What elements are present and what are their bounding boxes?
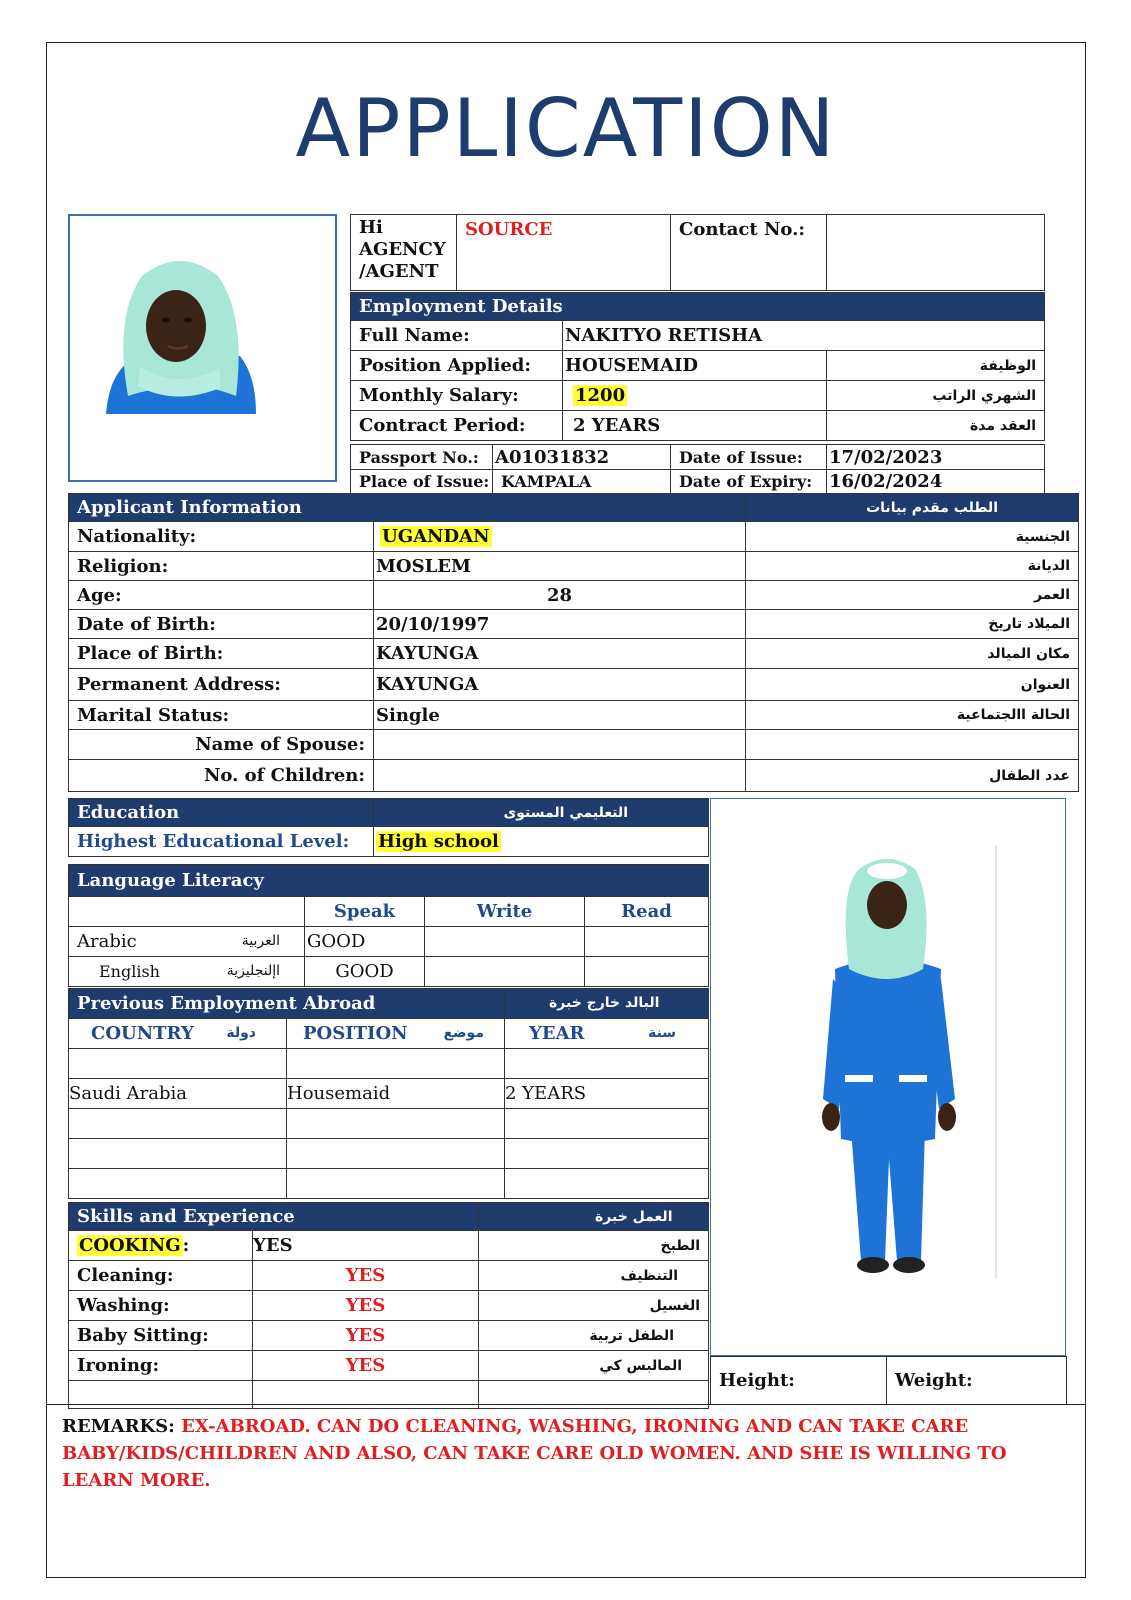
- prev-row-country: Saudi Arabia: [69, 1079, 287, 1109]
- dob-ar: الميلاد تاريخ: [746, 610, 1079, 639]
- contract-ar: العقد مدة: [827, 411, 1045, 441]
- skill-babysitting-value: YES: [253, 1321, 479, 1351]
- skill-ironing-value: YES: [253, 1351, 479, 1381]
- issue-date-value: 17/02/2023: [827, 445, 1045, 470]
- arabic-read: [585, 927, 709, 957]
- position-label: Position Applied:: [351, 351, 563, 381]
- passport-table: [350, 444, 1045, 494]
- english-speak: GOOD: [305, 957, 425, 987]
- religion-value: MOSLEM: [374, 552, 746, 581]
- lang-arabic-ar: العربية: [241, 933, 280, 949]
- prev-row-country: [69, 1049, 287, 1079]
- contact-label: Contact No.:: [671, 215, 827, 291]
- education-header: Education: [69, 799, 374, 827]
- marital-label: Marital Status:: [69, 701, 374, 730]
- prev-row-position: [287, 1169, 505, 1199]
- education-level-label: Highest Educational Level:: [69, 827, 374, 857]
- prev-row-year: [505, 1109, 709, 1139]
- skill-washing-label: Washing:: [69, 1291, 253, 1321]
- education-table: [68, 798, 709, 857]
- applicant-table: [68, 493, 1079, 792]
- remarks-label: REMARKS:: [62, 1416, 175, 1437]
- agency-source: SOURCE: [457, 215, 671, 291]
- portrait-photo: [68, 214, 337, 482]
- children-ar: عدد الطفال: [746, 760, 1079, 792]
- prev-row-year: [505, 1049, 709, 1079]
- religion-label: Religion:: [69, 552, 374, 581]
- lang-english: English: [99, 962, 160, 981]
- nationality-label: Nationality:: [69, 522, 374, 552]
- expiry-label: Date of Expiry:: [671, 470, 827, 494]
- dob-label: Date of Birth:: [69, 610, 374, 639]
- col-position: POSITION: [303, 1023, 408, 1044]
- children-value: [374, 760, 746, 792]
- full-name-label: Full Name:: [351, 321, 563, 351]
- contract-label: Contract Period:: [351, 411, 563, 441]
- language-corner: [69, 897, 305, 927]
- weight-label: Weight:: [887, 1357, 1067, 1405]
- skills-header: Skills and Experience: [77, 1206, 295, 1227]
- lang-english-ar: اإلنجليزية: [226, 963, 280, 979]
- prev-row-country: [69, 1139, 287, 1169]
- previous-header: Previous Employment Abroad: [77, 993, 376, 1014]
- remarks-box: [46, 1404, 1086, 1578]
- employment-header: Employment Details: [351, 293, 1045, 321]
- skill-cooking-value: YES: [253, 1231, 479, 1261]
- applicant-header: Applicant Information: [69, 494, 746, 522]
- age-label: Age:: [69, 581, 374, 610]
- applicant-header-ar: الطلب مقدم بيانات: [746, 494, 1079, 522]
- position-ar: الوظيفة: [827, 351, 1045, 381]
- prev-row-position: Housemaid: [287, 1079, 505, 1109]
- contact-value: [827, 215, 1045, 291]
- language-table: [68, 864, 709, 987]
- agency-label-line3: /AGENT: [359, 261, 439, 282]
- prev-row-year: [505, 1139, 709, 1169]
- passport-no-value: A01031832: [493, 445, 671, 470]
- place-issue-value: KAMPALA: [493, 470, 671, 494]
- arabic-write: [425, 927, 585, 957]
- nationality-ar: الجنسية: [746, 522, 1079, 552]
- contract-value: 2 YEARS: [563, 411, 827, 441]
- full-body-photo: [710, 798, 1066, 1356]
- prev-row-position: [287, 1109, 505, 1139]
- prev-row-position: [287, 1139, 505, 1169]
- passport-no-label: Passport No.:: [351, 445, 493, 470]
- children-label: No. of Children:: [69, 760, 374, 792]
- education-header-ar: التعليمي المستوى: [374, 799, 709, 827]
- education-level-value: High school: [378, 831, 499, 852]
- measurements-table: [710, 1356, 1067, 1405]
- marital-ar: الحالة االجتماعية: [746, 701, 1079, 730]
- full-name-value: NAKITYO RETISHA: [563, 321, 1045, 351]
- place-issue-label: Place of Issue:: [351, 470, 493, 494]
- age-ar: العمر: [746, 581, 1079, 610]
- prev-row-country: [69, 1109, 287, 1139]
- agency-label: [351, 215, 457, 291]
- age-value: 28: [374, 581, 746, 610]
- salary-ar: الشهري الراتب: [827, 381, 1045, 411]
- marital-value: Single: [374, 701, 746, 730]
- skill-babysitting-label: Baby Sitting:: [69, 1321, 253, 1351]
- spouse-value: [374, 730, 746, 760]
- agency-label-line1: Hi: [359, 217, 383, 238]
- employment-table: [350, 292, 1045, 441]
- skill-cooking-label: COOKING: [79, 1235, 181, 1256]
- prev-row-position: [287, 1049, 505, 1079]
- agency-table: [350, 214, 1045, 291]
- issue-date-label: Date of Issue:: [671, 445, 827, 470]
- skill-cleaning-label: Cleaning:: [69, 1261, 253, 1291]
- prev-row-country: [69, 1169, 287, 1199]
- spouse-label: Name of Spouse:: [69, 730, 374, 760]
- english-read: [585, 957, 709, 987]
- col-speak: Speak: [305, 897, 425, 927]
- pob-label: Place of Birth:: [69, 639, 374, 669]
- agency-label-line2: AGENCY: [359, 239, 446, 260]
- skill-cleaning-ar: التنظيف: [479, 1261, 709, 1291]
- address-value: KAYUNGA: [374, 669, 746, 701]
- col-read: Read: [585, 897, 709, 927]
- position-value: HOUSEMAID: [563, 351, 827, 381]
- english-write: [425, 957, 585, 987]
- col-position-ar: موضع: [443, 1025, 484, 1041]
- skills-header-ar: العمل خبرة: [595, 1209, 673, 1225]
- skill-cleaning-value: YES: [253, 1261, 479, 1291]
- lang-arabic: Arabic: [77, 931, 137, 952]
- skill-ironing-ar: المالبس كي: [479, 1351, 709, 1381]
- salary-label: Monthly Salary:: [351, 381, 563, 411]
- skills-table: Skills and Experience العمل خبرة COOKING : YES الطبخ Cleaning: YES التنظيف Washing: YES الغسيل Baby Sitting: YES الطفل تربية Ironing: YES المالبس كي: [68, 1202, 709, 1409]
- nationality-value: UGANDAN: [382, 526, 490, 547]
- spouse-ar: [746, 730, 1079, 760]
- pob-value: KAYUNGA: [374, 639, 746, 669]
- pob-ar: مكان الميالد: [746, 639, 1079, 669]
- expiry-value: 16/02/2024: [827, 470, 1045, 494]
- height-label: Height:: [711, 1357, 887, 1405]
- full-body-illustration: [711, 799, 1063, 1353]
- address-label: Permanent Address:: [69, 669, 374, 701]
- prev-row-year: 2 YEARS: [505, 1079, 709, 1109]
- salary-value: 1200: [575, 385, 626, 406]
- page-title: APPLICATION: [295, 82, 837, 175]
- portrait-illustration: [70, 216, 335, 480]
- skill-cooking-ar: الطبخ: [479, 1231, 709, 1261]
- previous-employment-table: [68, 988, 709, 1199]
- col-country: COUNTRY: [91, 1023, 194, 1044]
- col-country-ar: دولة: [226, 1025, 256, 1041]
- skill-washing-value: YES: [253, 1291, 479, 1321]
- skill-washing-ar: الغسيل: [479, 1291, 709, 1321]
- arabic-speak: GOOD: [305, 927, 425, 957]
- col-write: Write: [425, 897, 585, 927]
- previous-header-ar: البالد خارج خبرة: [549, 995, 660, 1011]
- skill-ironing-label: Ironing:: [69, 1351, 253, 1381]
- col-year: YEAR: [529, 1023, 585, 1044]
- remarks-line1: EX-ABROAD. CAN DO CLEANING, WASHING, IRONING AND CAN TAKE CARE: [181, 1416, 969, 1437]
- prev-row-year: [505, 1169, 709, 1199]
- skill-babysitting-ar: الطفل تربية: [479, 1321, 709, 1351]
- skills-header-blank: [479, 1203, 709, 1231]
- address-ar: العنوان: [746, 669, 1079, 701]
- language-header: Language Literacy: [69, 865, 709, 897]
- col-year-ar: سنة: [648, 1025, 676, 1041]
- dob-value: 20/10/1997: [374, 610, 746, 639]
- religion-ar: الديانة: [746, 552, 1079, 581]
- remarks-line2: BABY/KIDS/CHILDREN AND ALSO, CAN TAKE CARE OLD WOMEN. AND SHE IS WILLING TO LEARN MORE.: [62, 1443, 1007, 1491]
